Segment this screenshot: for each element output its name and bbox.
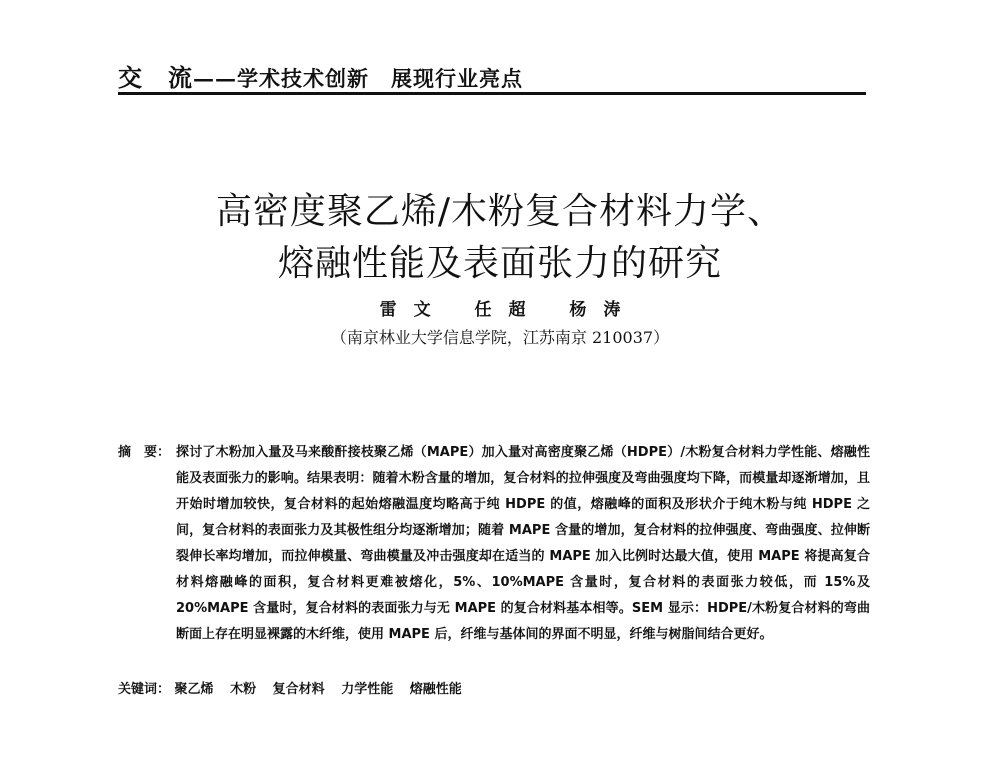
author-1: 雷 文	[379, 300, 431, 320]
keyword: 熔融性能	[409, 682, 462, 697]
abstract-label: 摘 要：	[118, 445, 171, 460]
keyword: 木粉	[230, 682, 257, 697]
section-name: 交 流	[118, 63, 193, 92]
affiliation: （南京林业大学信息学院，江苏南京 210037）	[330, 328, 670, 347]
keywords	[118, 678, 870, 697]
header-text	[118, 58, 523, 93]
author-3: 杨 涛	[569, 300, 621, 320]
header-slogan: ——学术技术创新 展现行业亮点	[193, 66, 523, 91]
keyword: 聚乙烯	[174, 682, 214, 697]
abstract-text: 探讨了木粉加入量及马来酸酐接枝聚乙烯（MAPE）加入量对高密度聚乙烯（HDPE）/木粉复合材料力学性能、熔融性能及表面张力的影响。结果表明：随着木粉含量的增加，复合材料的拉伸强度及弯曲强度均下降，而模量却逐渐增加，且开始时增加较快，复合材料的起始熔融温度均略高于纯 HDPE 的值，熔融峰的面积及形状介于纯木粉与纯 HDPE 之间，复合材料的表面张力及其极性组分均逐渐增加；随着 MAPE 含量的增加，复合材料的拉伸强度、弯曲强度、拉伸断裂伸长率均增加，而拉伸模量、弯曲模量及冲击强度却在适当的 MAPE 加入比例时达最大值，使用 MAPE 将提高复合材料熔融峰的面积，复合材料更难被熔化，5%、10%MAPE 含量时，复合材料的表面张力较低，而 15%及 20%MAPE 含量时，复合材料的表面张力与无 MAPE 的复合材料基本相等。SEM 显示：HDPE/木粉复合材料的弯曲断面上存在明显裸露的木纤维，使用 MAPE 后，纤维与基体间的界面不明显，纤维与树脂间结合更好。	[176, 445, 870, 642]
title-line-2: 熔融性能及表面张力的研究	[277, 243, 722, 284]
title-line-1: 高密度聚乙烯/木粉复合材料力学、	[215, 191, 785, 232]
keyword: 复合材料	[272, 682, 325, 697]
authors	[130, 295, 870, 320]
keyword: 力学性能	[341, 682, 394, 697]
journal-header	[118, 56, 866, 95]
keywords-label: 关键词：	[118, 682, 171, 697]
author-2: 任 超	[474, 300, 526, 320]
